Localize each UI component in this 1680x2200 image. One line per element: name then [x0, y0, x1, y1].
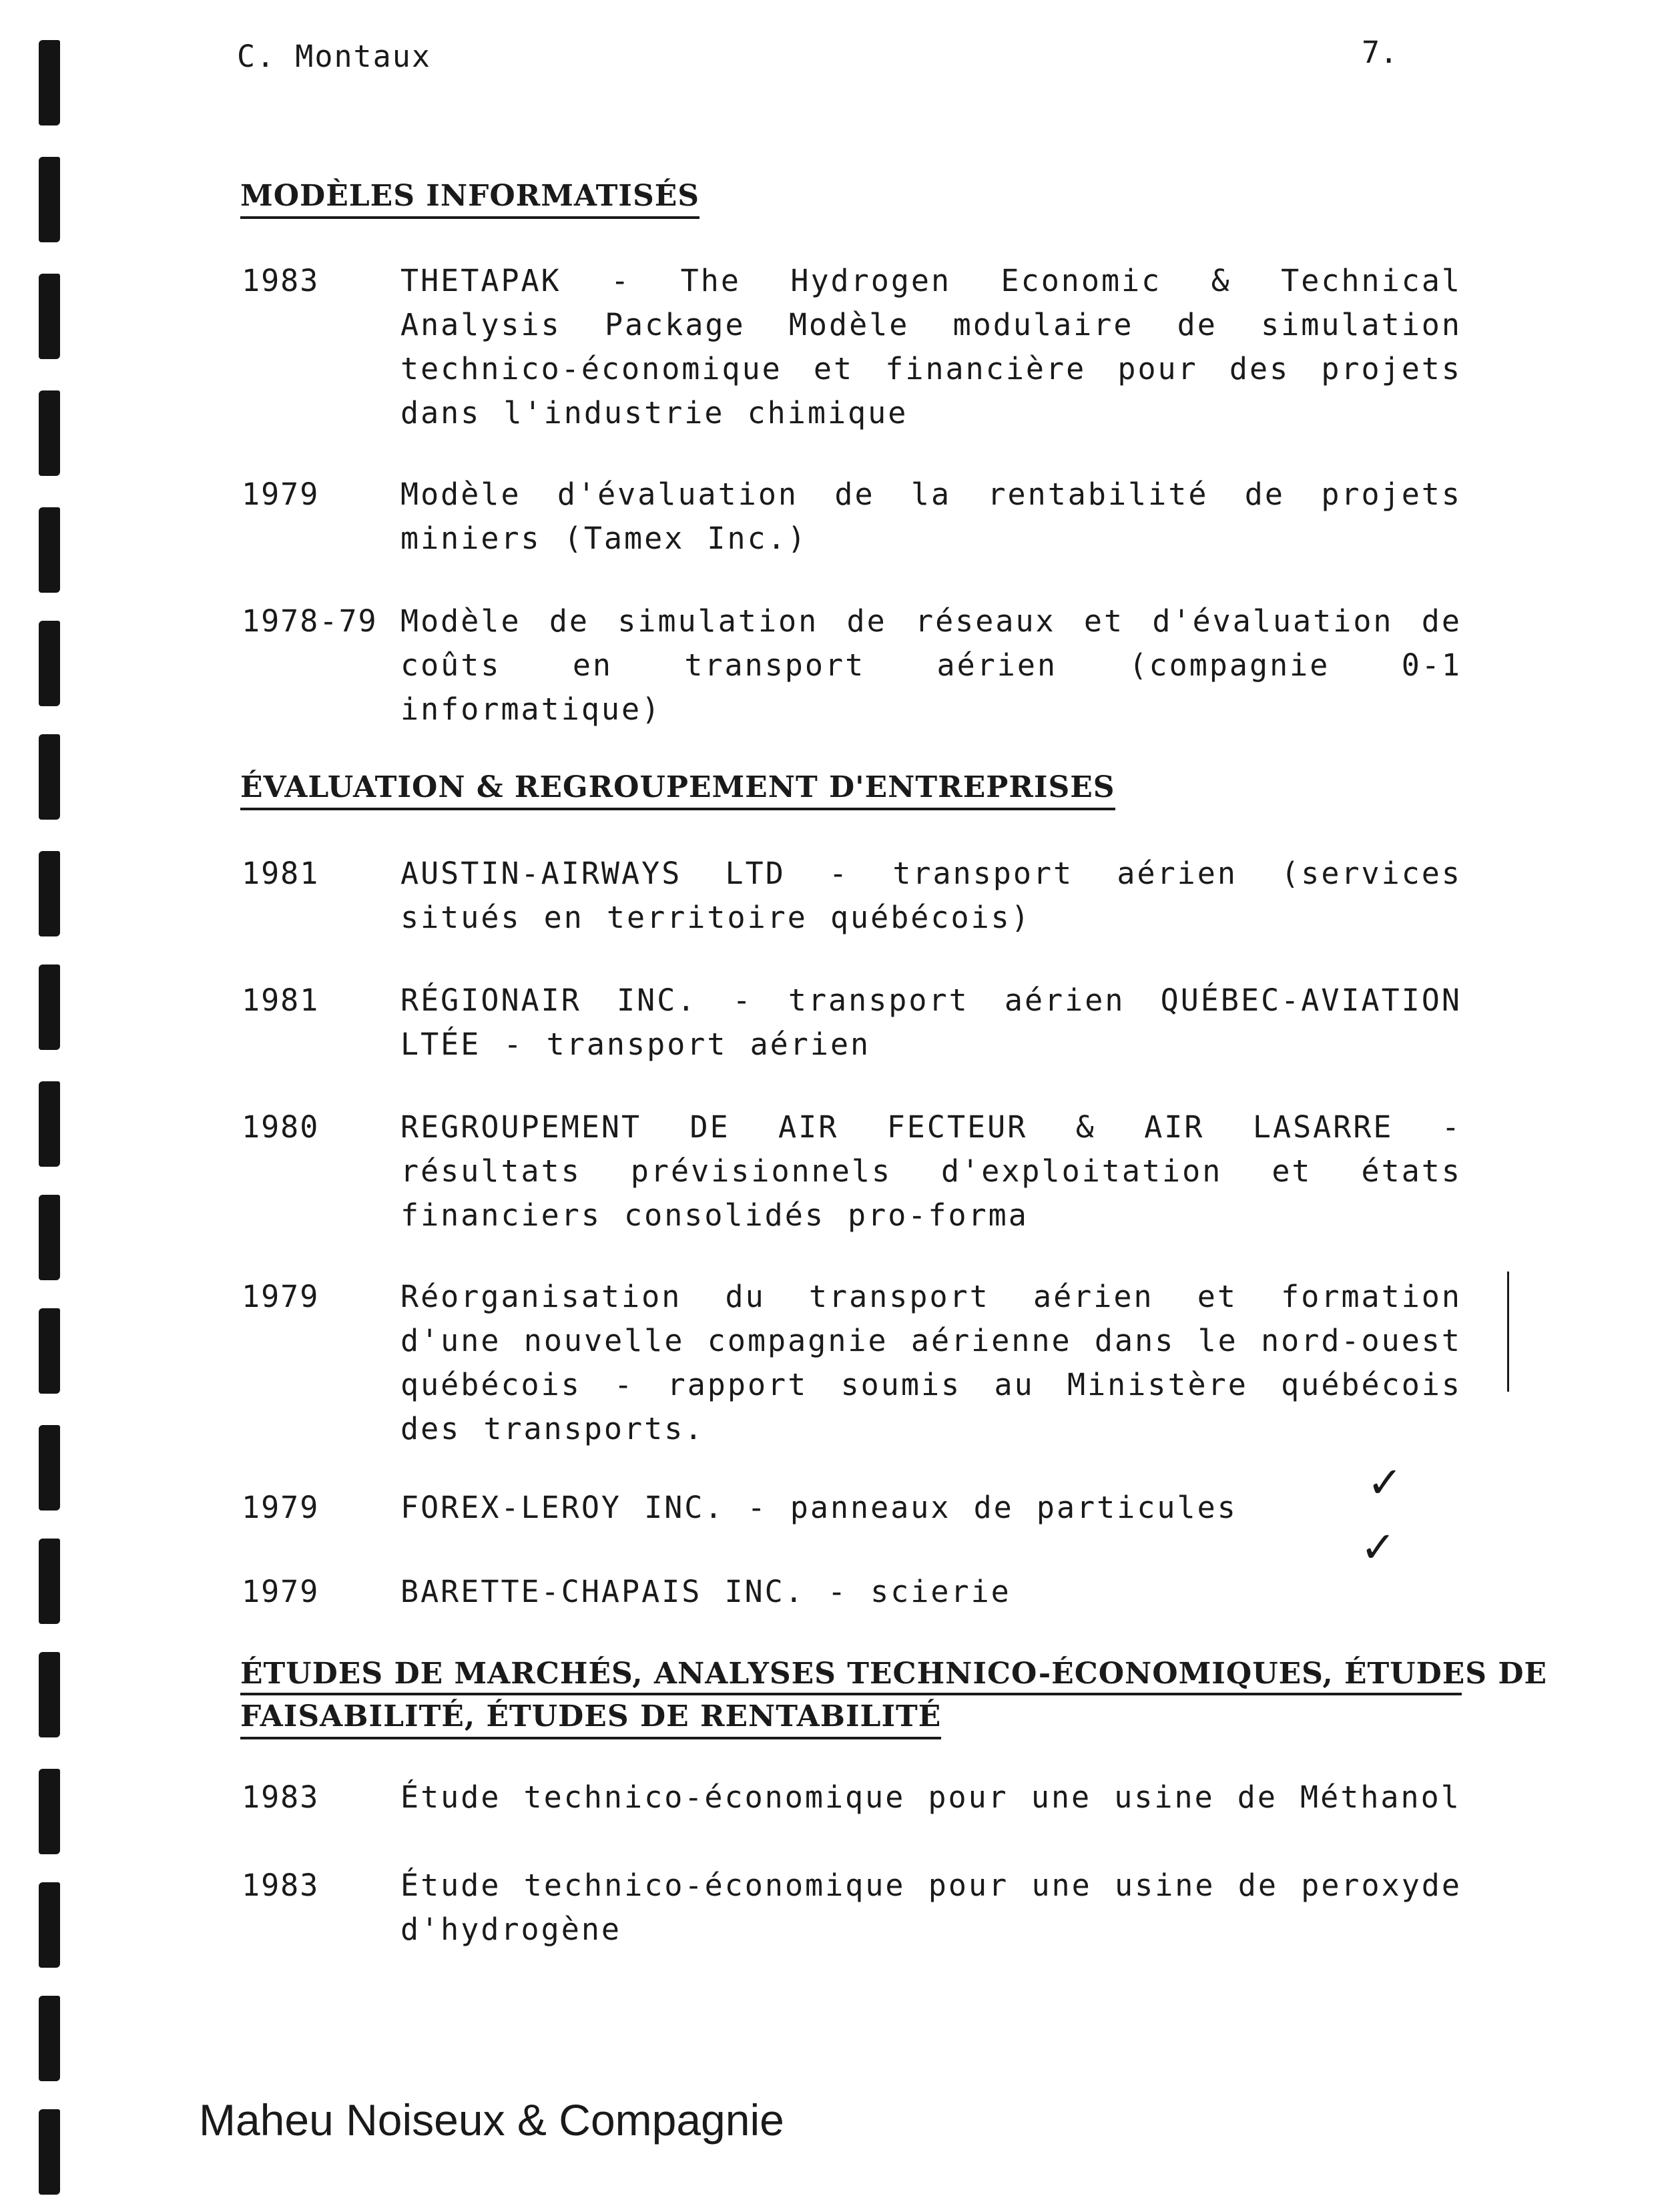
entry-text: Réorganisation du transport aérien et formation d'une nouvelle compagnie aérienne dans le nord-ouest québécois - rapport soumis au Ministère québécois des transports. — [400, 1279, 1462, 1446]
checkmark-icon: ✓ — [1367, 1458, 1403, 1508]
entry-year: 1979 — [242, 477, 320, 512]
binder-mark — [39, 734, 60, 820]
footer-firm-name: Maheu Noiseux & Compagnie — [199, 2095, 784, 2145]
section-heading-modeles: MODÈLES INFORMATISÉS — [240, 178, 699, 219]
margin-bar-annotation — [1507, 1272, 1509, 1392]
binder-mark — [39, 1769, 60, 1854]
binder-mark — [39, 274, 60, 359]
binder-punch-marks — [0, 0, 80, 2200]
binder-mark — [39, 965, 60, 1050]
entry-text: BARETTE-CHAPAIS INC. - scierie — [400, 1574, 1011, 1609]
binder-mark — [39, 390, 60, 476]
entry-text: THETAPAK - The Hydrogen Economic & Technical Analysis Package Modèle modulaire de simulation technico-économique et financière pour des projets dans l'industrie chimique — [400, 263, 1462, 431]
entry-text: Étude technico-économique pour une usine de peroxyde d'hydrogène — [400, 1868, 1462, 1947]
entry-text: Étude technico-économique pour une usine de Méthanol — [400, 1779, 1461, 1815]
entry-year: 1983 — [242, 1868, 320, 1903]
binder-mark — [39, 1996, 60, 2081]
entry-year: 1981 — [242, 983, 320, 1018]
section-heading-etudes — [240, 1655, 1548, 1739]
entry-text: AUSTIN-AIRWAYS LTD - transport aérien (services situés en territoire québécois) — [400, 856, 1462, 935]
binder-mark — [39, 1081, 60, 1167]
entry-year: 1983 — [242, 263, 320, 298]
entry-year: 1981 — [242, 856, 320, 891]
section-heading-line: ÉTUDES DE MARCHÉS, ANALYSES TECHNICO-ÉCONOMIQUES, ÉTUDES DE — [240, 1655, 1462, 1695]
binder-mark — [39, 1425, 60, 1510]
entry-year: 1979 — [242, 1490, 320, 1525]
section-heading-line: FAISABILITÉ, ÉTUDES DE RENTABILITÉ — [240, 1698, 941, 1739]
entry-year: 1979 — [242, 1279, 320, 1314]
binder-mark — [39, 1652, 60, 1737]
entry-year: 1978-79 — [242, 603, 378, 639]
entry-text: FOREX-LEROY INC. - panneaux de particules — [400, 1490, 1237, 1525]
binder-mark — [39, 1195, 60, 1280]
checkmark-icon: ✓ — [1360, 1523, 1396, 1573]
binder-mark — [39, 157, 60, 242]
entry-text: REGROUPEMENT DE AIR FECTEUR & AIR LASARRE - résultats prévisionnels d'exploitation et états financiers consolidés pro-forma — [400, 1109, 1462, 1233]
binder-mark — [39, 1882, 60, 1968]
binder-mark — [39, 851, 60, 936]
header-author: C. Montaux — [237, 39, 431, 74]
entry-year: 1983 — [242, 1779, 320, 1815]
binder-mark — [39, 507, 60, 593]
binder-mark — [39, 1539, 60, 1624]
entry-year: 1979 — [242, 1574, 320, 1609]
entry-year: 1980 — [242, 1109, 320, 1145]
entry-text: Modèle d'évaluation de la rentabilité de projets miniers (Tamex Inc.) — [400, 477, 1462, 556]
entry-text: RÉGIONAIR INC. - transport aérien QUÉBEC-AVIATION LTÉE - transport aérien — [400, 983, 1462, 1062]
section-heading-evaluation: ÉVALUATION & REGROUPEMENT D'ENTREPRISES — [240, 769, 1115, 810]
page-number: 7. — [1362, 35, 1398, 70]
binder-mark — [39, 621, 60, 706]
binder-mark — [39, 2109, 60, 2195]
binder-mark — [39, 1308, 60, 1394]
entry-text: Modèle de simulation de réseaux et d'évaluation de coûts en transport aérien (compagnie 0-1 informatique) — [400, 603, 1462, 727]
binder-mark — [39, 40, 60, 125]
